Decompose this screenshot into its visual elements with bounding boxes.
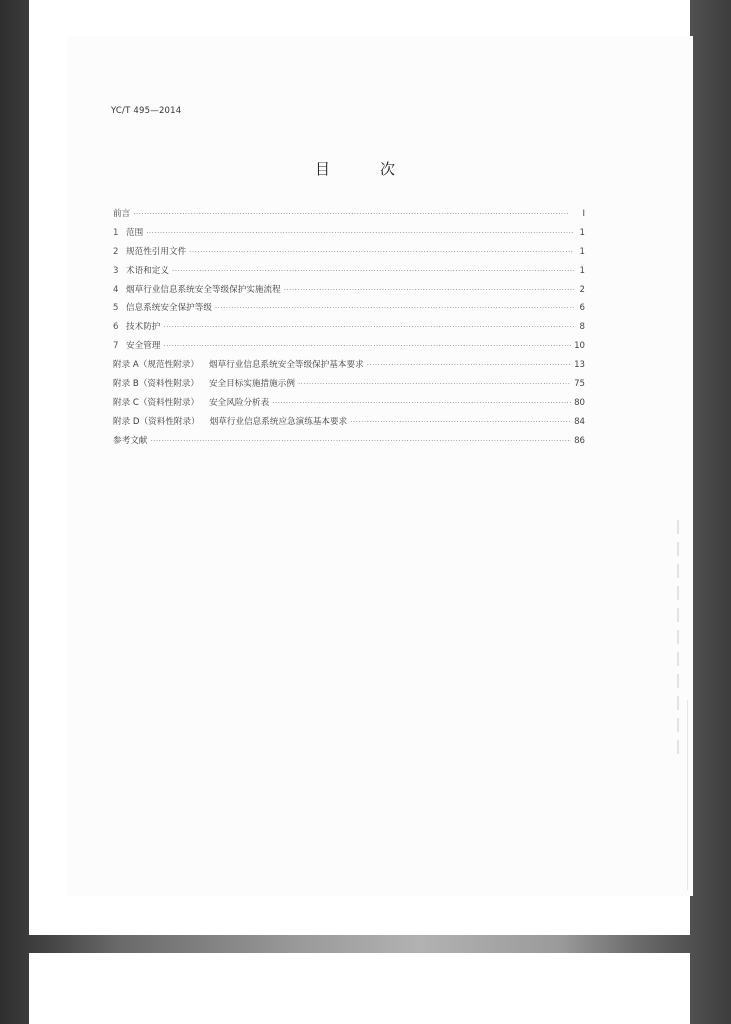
toc-entry-label: 前言 <box>113 209 131 219</box>
toc-entry-appendix-b[interactable] <box>113 377 585 396</box>
standard-code: YC/T 495—2014 <box>111 106 182 116</box>
table-of-contents <box>113 207 585 453</box>
toc-leader-dots <box>172 267 574 275</box>
toc-page-number: 8 <box>579 322 585 333</box>
toc-entry-subtitle: 烟草行业信息系统应急演练基本要求 <box>209 416 348 427</box>
toc-entry-security-management[interactable] <box>113 339 585 358</box>
toc-leader-dots <box>350 418 571 426</box>
toc-page-number: 10 <box>574 341 585 352</box>
toc-entry-terms-definitions[interactable] <box>113 264 585 283</box>
toc-page-number: 1 <box>579 265 585 276</box>
toc-entry-label: 烟草行业信息系统安全等级保护实施流程 <box>126 284 281 295</box>
toc-entry-technical-protection[interactable] <box>113 320 585 339</box>
toc-leader-dots <box>150 437 571 445</box>
next-document-page <box>29 953 690 1024</box>
toc-page-number: 6 <box>579 303 585 314</box>
scan-edge-artifact <box>687 700 688 890</box>
toc-entry-protection-levels[interactable] <box>113 301 585 320</box>
toc-entry-appendix-d[interactable] <box>113 415 585 434</box>
toc-leader-dots <box>189 248 574 256</box>
toc-entry-label: 附录 C（资料性附录） <box>113 397 200 408</box>
toc-entry-label: 附录 D（资料性附录） <box>113 416 200 427</box>
toc-entry-subtitle: 安全风险分析表 <box>209 397 270 408</box>
toc-entry-subtitle: 烟草行业信息系统安全等级保护基本要求 <box>208 360 364 371</box>
toc-page-number: 2 <box>579 284 585 295</box>
toc-entry-number: 2 <box>113 246 119 257</box>
toc-page-number: 1 <box>579 246 585 257</box>
toc-leader-dots <box>133 210 574 218</box>
toc-entry-number: 6 <box>113 322 119 333</box>
toc-entry-implementation-process[interactable] <box>113 283 585 302</box>
toc-entry-bibliography[interactable] <box>113 434 585 453</box>
toc-leader-dots <box>298 380 571 388</box>
toc-entry-number: 5 <box>113 303 119 314</box>
toc-entry-appendix-c[interactable] <box>113 396 585 415</box>
toc-leader-dots <box>215 304 574 312</box>
toc-leader-dots <box>146 229 574 237</box>
toc-title <box>315 158 395 179</box>
toc-entry-label: 信息系统安全保护等级 <box>126 303 212 314</box>
document-page <box>29 0 690 935</box>
toc-leader-dots <box>367 361 571 369</box>
toc-entry-label: 技术防护 <box>126 322 161 333</box>
toc-entry-number: 3 <box>113 265 119 276</box>
toc-entry-number: 7 <box>113 341 119 352</box>
toc-entry-label: 范围 <box>126 227 144 238</box>
toc-page-number: 84 <box>574 416 585 427</box>
toc-leader-dots <box>163 323 574 331</box>
toc-entry-label: 规范性引用文件 <box>126 246 187 257</box>
toc-title-char: 目 <box>315 160 331 178</box>
toc-page-number: 86 <box>574 435 585 446</box>
toc-entry-foreword[interactable] <box>113 207 585 226</box>
toc-entry-appendix-a[interactable] <box>113 358 585 377</box>
toc-page-number: 80 <box>574 397 585 408</box>
toc-entry-label: 安全管理 <box>126 341 161 352</box>
toc-entry-subtitle: 安全目标实施措施示例 <box>208 379 295 390</box>
toc-entry-label: 参考文献 <box>113 435 148 446</box>
toc-entry-label: 附录 B（资料性附录） <box>113 379 199 390</box>
toc-entry-normative-references[interactable] <box>113 245 585 264</box>
toc-page-number: 13 <box>574 360 585 371</box>
toc-page-number: 1 <box>579 227 585 238</box>
toc-entry-label: 术语和定义 <box>126 265 169 276</box>
toc-page-number: Ⅰ <box>582 209 585 219</box>
toc-entry-label: 附录 A（规范性附录） <box>113 360 199 371</box>
toc-entry-scope[interactable] <box>113 226 585 245</box>
toc-leader-dots <box>163 342 571 350</box>
scan-edge-artifact <box>677 520 679 760</box>
toc-entry-number: 1 <box>113 227 119 238</box>
toc-page-number: 75 <box>574 379 585 390</box>
toc-title-char: 次 <box>379 160 395 178</box>
toc-leader-dots <box>284 286 574 294</box>
toc-entry-number: 4 <box>113 284 119 295</box>
toc-leader-dots <box>272 399 571 407</box>
